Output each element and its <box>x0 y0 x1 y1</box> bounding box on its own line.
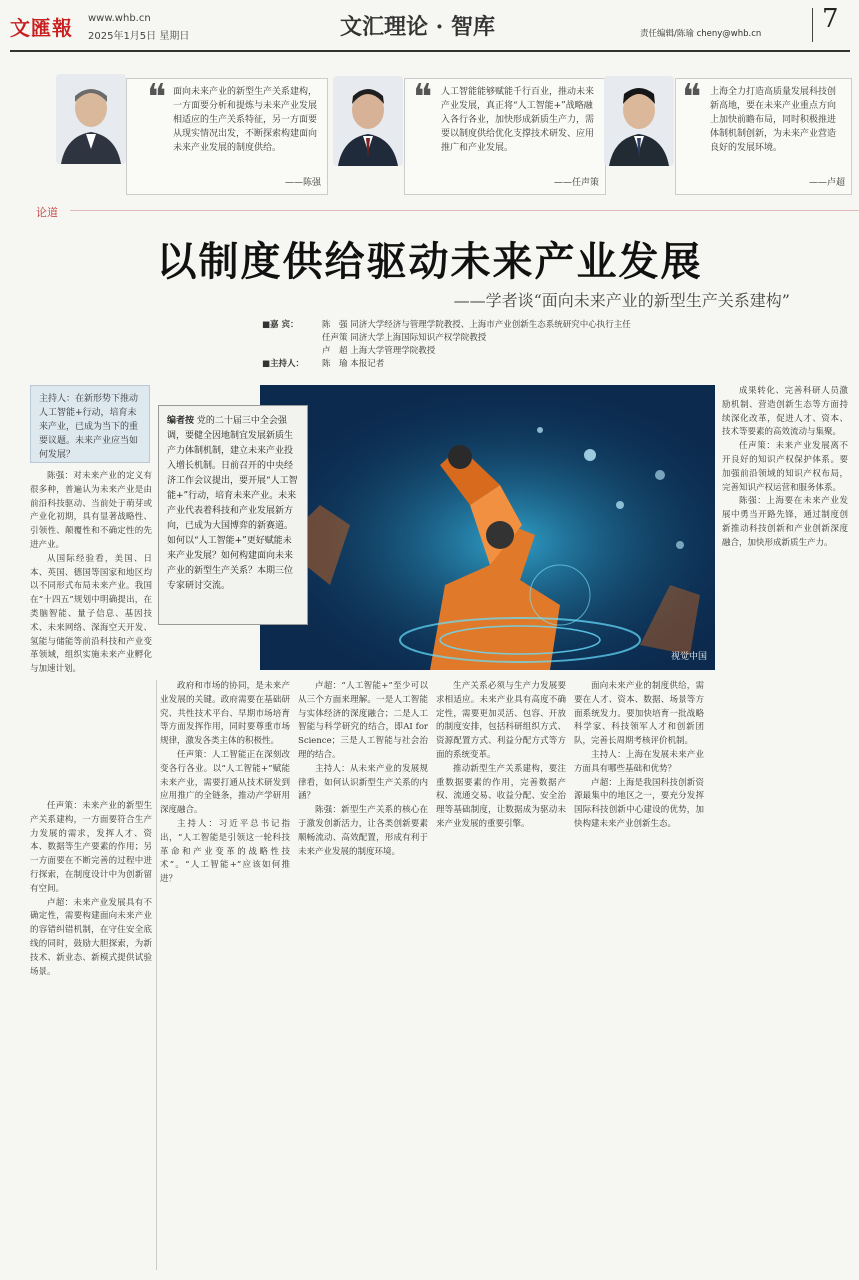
paragraph: 任声策：未来产业发展离不开良好的知识产权保护体系。要加强前沿领域的知识产权布局，完善知识产权运营和服务体系。 <box>722 441 848 493</box>
body-column-1 <box>30 470 152 790</box>
masthead <box>0 0 859 50</box>
host-question-text: 主持人：在新形势下推动人工智能+行动，培育未来产业，已成为当下的重要议题。未来产业应当如何发展？ <box>39 394 139 460</box>
editor-note-text: 党的二十届三中全会强调，要健全因地制宜发展新质生产力体制机制，建立未来产业投入增长机制。日前召开的中央经济工作会议提出，要开展“人工智能+”行动，培育未来产业。未来产业代表着科技和产业发展新方向，已成为大国博弈的新赛道。如何以“人工智能+”更好赋能未来产业发展？如何构建面向未来产业的新型生产关系？本期三位专家研讨交流。 <box>167 416 298 591</box>
paragraph: 主持人：从未来产业的发展规律看，如何认识新型生产关系的内涵？ <box>298 763 428 802</box>
paragraph: 任声策：未来产业的新型生产关系建构，一方面要符合生产力发展的需求，发挥人才、资本、数据等生产要素的作用；另一方面要在不断完善的过程中进行探索，在制度设计中为创新留有空间。 <box>30 801 152 894</box>
paragraph: 陈强：对未来产业的定义有很多种，普遍认为未来产业是由前沿科技驱动、当前处于萌芽或产业化初期，具有显著战略性、引领性、颠覆性和不确定性的先进产业。 <box>30 471 152 550</box>
site-url[interactable]: www.whb.cn <box>88 13 151 24</box>
paragraph: 生产关系必须与生产力发展要求相适应。未来产业具有高度不确定性，需要更加灵活、包容、开放的制度安排，包括科研组织方式、资源配置方式、利益分配方式等方面的系统变革。 <box>436 681 566 760</box>
body-column-2 <box>160 680 290 1270</box>
paragraph: 陈强：新型生产关系的核心在于激发创新活力，让各类创新要素顺畅流动、高效配置，形成有利于未来产业发展的制度环境。 <box>298 805 428 857</box>
paragraph: 陈强：上海要在未来产业发展中勇当开路先锋，通过制度创新推动科技创新和产业创新深度融合，加快形成新质生产力。 <box>722 496 848 548</box>
expert-quote-text: 人工智能能够赋能千行百业，推动未来产业发展，真正将“人工智能+”战略融入各行各业，加快形成新质生产力，需要以制度供给优化支撑技术研发、应用推广和产业发展。 <box>441 87 595 153</box>
paragraph: 成果转化、完善科研人员激励机制、营造创新生态等方面持续深化改革，促进人才、资本、技术等要素的高效流动与集聚。 <box>722 386 848 438</box>
masthead-rule <box>10 50 850 52</box>
photo-credit: 视觉中国 <box>670 652 707 662</box>
column-divider <box>156 680 157 1270</box>
expert-photo-lu <box>604 76 674 166</box>
expert-quote-ren <box>404 78 606 195</box>
quote-mark-icon: ❝ <box>413 77 433 118</box>
quote-mark-icon: ❝ <box>682 77 702 118</box>
paragraph: 主持人：上海在发展未来产业方面具有哪些基础和优势？ <box>574 749 704 774</box>
paragraph: 从国际经验看，美国、日本、英国、德国等国家和地区均以不同形式布局未来产业。我国在“十四五”规划中明确提出，在类脑智能、量子信息、基因技术、未来网络、深海空天开发、氢能与储能等前沿科技和产业变革领域，组织实施未来产业孵化与加速计划。 <box>30 553 152 675</box>
quote-mark-icon: ❝ <box>147 77 167 118</box>
body-column-6 <box>722 385 848 1270</box>
paragraph: 卢超：未来产业发展具有不确定性，需要构建面向未来产业的容错纠错机制，在守住安全底线的同时，鼓励大胆探索，为新技术、新业态、新模式提供试验场景。 <box>30 897 152 977</box>
expert-quote-chen <box>126 78 328 195</box>
guests-label: ■嘉 宾： <box>262 320 299 330</box>
paragraph: 主持人：习近平总书记指出，“人工智能是引领这一轮科技革命和产业变革的战略性技术”。“人工智能+”应该如何推进？ <box>160 818 290 885</box>
editor-credit: 责任编辑/陈瑜 cheny@whb.cn <box>640 29 762 39</box>
page-divider <box>812 8 813 42</box>
paragraph: 政府和市场的协同，是未来产业发展的关键。政府需要在基础研究、共性技术平台、早期市场培育等方面发挥作用，同时要尊重市场规律，激发各类主体的积极性。 <box>160 681 290 747</box>
editor-note-box <box>158 405 308 625</box>
issue-date: 2025年1月5日 星期日 <box>88 31 190 42</box>
page-number: 7 <box>822 4 839 34</box>
body-column-4 <box>436 680 566 1270</box>
section-title: 文汇理论 · 智库 <box>340 14 495 40</box>
expert-photo-ren <box>333 76 403 166</box>
expert-signature: ——任声策 <box>553 178 599 188</box>
expert-quote-text: 上海全力打造高质量发展科技创新高地，要在未来产业重点方向上加快前瞻布局，同时积极推进体制机制创新，为未来产业营造良好的发展环境。 <box>710 87 837 153</box>
expert-quote-lu <box>675 78 852 195</box>
guest-chen: 陈 强 同济大学经济与管理学院教授、上海市产业创新生态系统研究中心执行主任 <box>322 320 631 330</box>
robot-arm-photo <box>260 385 715 670</box>
expert-signature: ——卢超 <box>808 178 845 188</box>
headline: 以制度供给驱动未来产业发展 <box>156 238 703 285</box>
expert-signature: ——陈强 <box>284 178 321 188</box>
paragraph: 卢超：“人工智能+”至少可以从三个方面来理解。一是人工智能与实体经济的深度融合；二是人工智能与科学研究的结合，即AI for Science；三是人工智能与社会治理的结合。 <box>298 681 428 760</box>
subtitle: ——学者谈“面向未来产业的新型生产关系建构” <box>453 291 790 310</box>
host-name: 陈 瑜 本报记者 <box>322 359 385 369</box>
host-label: ■主持人： <box>262 359 305 369</box>
host-question-box <box>30 385 150 463</box>
body-column-3 <box>298 680 428 1270</box>
body-column-1b <box>30 800 152 1270</box>
label-rule <box>70 210 859 211</box>
paragraph: 任声策：人工智能正在深刻改变各行各业。以“人工智能+”赋能未来产业，需要打通从技术研发到应用推广的全链条，推动产学研用深度融合。 <box>160 749 290 816</box>
robot-arm-illustration <box>260 385 715 670</box>
column-label: 论道 <box>36 206 58 219</box>
newspaper-logo: 文匯報 <box>10 16 73 40</box>
guest-ren: 任声策 同济大学上海国际知识产权学院教授 <box>322 333 487 343</box>
expert-photo-chen <box>56 74 126 164</box>
paragraph: 面向未来产业的制度供给，需要在人才、资本、数据、场景等方面系统发力。要加快培育一批战略科学家、科技领军人才和创新团队，完善长周期考核评价机制。 <box>574 681 704 747</box>
body-column-5 <box>574 680 704 1270</box>
paragraph: 卢超：上海是我国科技创新资源最集中的地区之一，要充分发挥国际科技创新中心建设的优势，加快构建未来产业创新生态。 <box>574 777 704 829</box>
expert-quote-text: 面向未来产业的新型生产关系建构，一方面要分析和提炼与未来产业发展相适应的生产关系特征，另一方面要从现实情况出发，不断探索构建面向未来产业发展的制度供给。 <box>173 87 318 153</box>
paragraph: 推动新型生产关系建构，要注重数据要素的作用，完善数据产权、流通交易、收益分配、安全治理等基础制度，让数据成为驱动未来产业发展的重要引擎。 <box>436 763 566 829</box>
editor-note-title: 编者按 <box>167 416 195 426</box>
guest-lu: 卢 超 上海大学管理学院教授 <box>322 346 436 356</box>
